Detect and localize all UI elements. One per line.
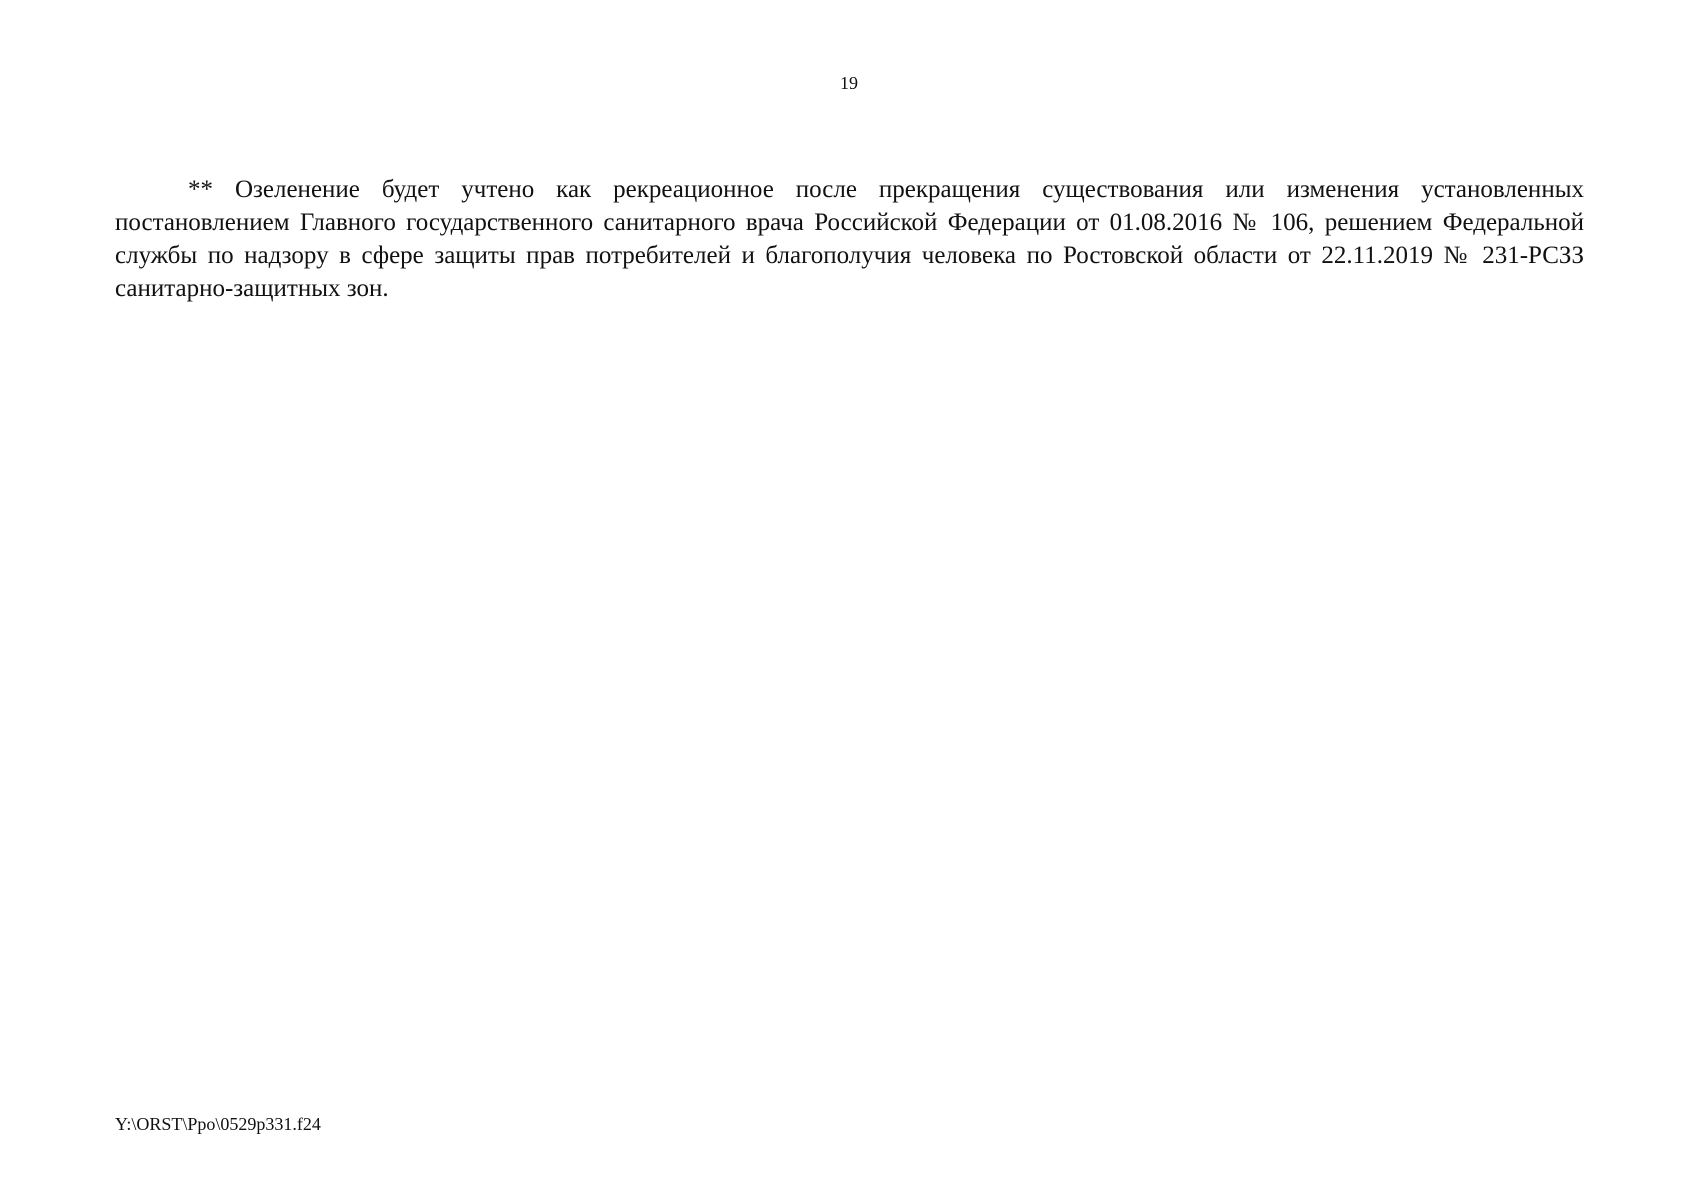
page-number: 19: [840, 73, 858, 93]
file-path: Y:\ORST\Ppo\0529p331.f24: [115, 1114, 321, 1134]
footnote-text: ** Озеленение будет учтено как рекреационное после прекращения существования или изменения установленных постановлением Главного государственного санитарного врача Российской Федерации от 01.08.2016 № 106, решением Федеральной службы по надзору в сфере защиты прав потребителей и благополучия человека по Ростовской области от 22.11.2019 № 231-РСЗЗ санитарно-защитных зон.: [115, 176, 1584, 302]
